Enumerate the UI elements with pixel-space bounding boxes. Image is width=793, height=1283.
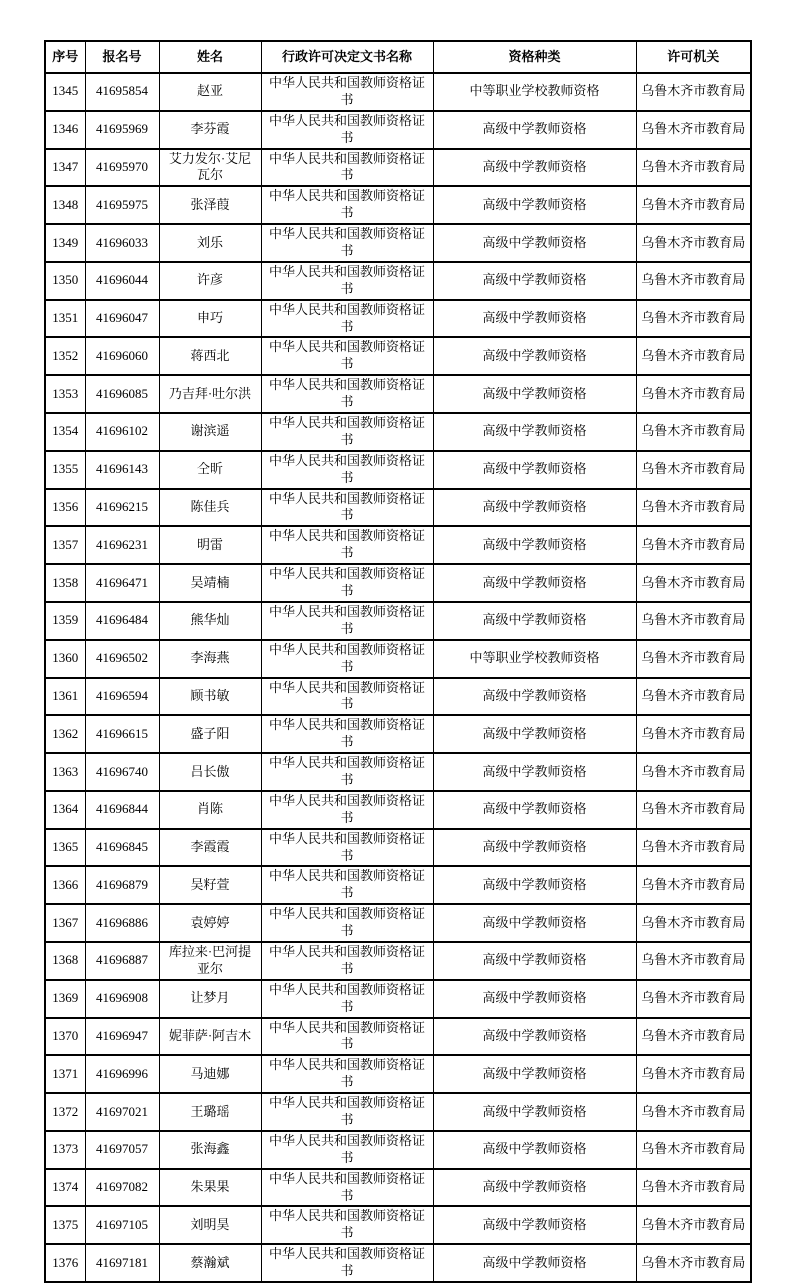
cell-index: 1371 [45, 1055, 85, 1093]
cell-index: 1356 [45, 489, 85, 527]
cell-document-name: 中华人民共和国教师资格证书 [261, 300, 433, 338]
cell-document-name: 中华人民共和国教师资格证书 [261, 375, 433, 413]
table-row [45, 829, 751, 867]
cell-index: 1376 [45, 1244, 85, 1282]
cell-index: 1375 [45, 1206, 85, 1244]
cell-qualification-type: 高级中学教师资格 [433, 829, 636, 867]
cell-registration-number: 41697082 [85, 1169, 159, 1207]
column-header: 行政许可决定文书名称 [261, 41, 433, 73]
cell-index: 1350 [45, 262, 85, 300]
table-row [45, 111, 751, 149]
cell-index: 1362 [45, 715, 85, 753]
cell-qualification-type: 高级中学教师资格 [433, 337, 636, 375]
cell-index: 1357 [45, 526, 85, 564]
table-row [45, 1093, 751, 1131]
cell-qualification-type: 高级中学教师资格 [433, 451, 636, 489]
table-row [45, 526, 751, 564]
cell-index: 1352 [45, 337, 85, 375]
cell-document-name: 中华人民共和国教师资格证书 [261, 111, 433, 149]
cell-licensing-authority: 乌鲁木齐市教育局 [636, 791, 751, 829]
table-row [45, 73, 751, 111]
cell-index: 1361 [45, 678, 85, 716]
table-row [45, 1018, 751, 1056]
cell-registration-number: 41696879 [85, 866, 159, 904]
cell-licensing-authority: 乌鲁木齐市教育局 [636, 678, 751, 716]
cell-qualification-type: 高级中学教师资格 [433, 904, 636, 942]
cell-qualification-type: 高级中学教师资格 [433, 526, 636, 564]
cell-index: 1364 [45, 791, 85, 829]
column-header: 报名号 [85, 41, 159, 73]
cell-qualification-type: 高级中学教师资格 [433, 413, 636, 451]
cell-name: 妮菲萨·阿吉木 [159, 1018, 261, 1056]
cell-qualification-type: 中等职业学校教师资格 [433, 73, 636, 111]
table-row [45, 942, 751, 980]
cell-licensing-authority: 乌鲁木齐市教育局 [636, 602, 751, 640]
cell-document-name: 中华人民共和国教师资格证书 [261, 1244, 433, 1282]
cell-qualification-type: 高级中学教师资格 [433, 300, 636, 338]
cell-document-name: 中华人民共和国教师资格证书 [261, 829, 433, 867]
cell-qualification-type: 中等职业学校教师资格 [433, 640, 636, 678]
cell-index: 1367 [45, 904, 85, 942]
cell-registration-number: 41696484 [85, 602, 159, 640]
cell-qualification-type: 高级中学教师资格 [433, 791, 636, 829]
cell-document-name: 中华人民共和国教师资格证书 [261, 337, 433, 375]
cell-licensing-authority: 乌鲁木齐市教育局 [636, 1206, 751, 1244]
cell-licensing-authority: 乌鲁木齐市教育局 [636, 866, 751, 904]
cell-qualification-type: 高级中学教师资格 [433, 942, 636, 980]
cell-name: 申巧 [159, 300, 261, 338]
cell-index: 1372 [45, 1093, 85, 1131]
table-row [45, 640, 751, 678]
cell-registration-number: 41696502 [85, 640, 159, 678]
cell-registration-number: 41696060 [85, 337, 159, 375]
cell-qualification-type: 高级中学教师资格 [433, 1055, 636, 1093]
cell-licensing-authority: 乌鲁木齐市教育局 [636, 1244, 751, 1282]
cell-index: 1353 [45, 375, 85, 413]
table-row [45, 262, 751, 300]
table-row [45, 186, 751, 224]
cell-name: 乃吉拜·吐尔洪 [159, 375, 261, 413]
cell-registration-number: 41696215 [85, 489, 159, 527]
cell-name: 张泽葭 [159, 186, 261, 224]
cell-name: 谢滨遥 [159, 413, 261, 451]
cell-document-name: 中华人民共和国教师资格证书 [261, 753, 433, 791]
cell-index: 1368 [45, 942, 85, 980]
cell-licensing-authority: 乌鲁木齐市教育局 [636, 149, 751, 187]
cell-document-name: 中华人民共和国教师资格证书 [261, 942, 433, 980]
cell-document-name: 中华人民共和国教师资格证书 [261, 640, 433, 678]
table-row [45, 678, 751, 716]
cell-document-name: 中华人民共和国教师资格证书 [261, 1206, 433, 1244]
cell-qualification-type: 高级中学教师资格 [433, 1018, 636, 1056]
cell-document-name: 中华人民共和国教师资格证书 [261, 224, 433, 262]
cell-document-name: 中华人民共和国教师资格证书 [261, 186, 433, 224]
table-row [45, 413, 751, 451]
cell-name: 王璐瑶 [159, 1093, 261, 1131]
cell-registration-number: 41696085 [85, 375, 159, 413]
cell-registration-number: 41696845 [85, 829, 159, 867]
cell-document-name: 中华人民共和国教师资格证书 [261, 1093, 433, 1131]
cell-index: 1346 [45, 111, 85, 149]
cell-index: 1358 [45, 564, 85, 602]
cell-index: 1345 [45, 73, 85, 111]
cell-name: 李芬霞 [159, 111, 261, 149]
cell-index: 1360 [45, 640, 85, 678]
cell-name: 盛子阳 [159, 715, 261, 753]
cell-document-name: 中华人民共和国教师资格证书 [261, 526, 433, 564]
cell-document-name: 中华人民共和国教师资格证书 [261, 489, 433, 527]
cell-name: 李海燕 [159, 640, 261, 678]
cell-qualification-type: 高级中学教师资格 [433, 149, 636, 187]
cell-licensing-authority: 乌鲁木齐市教育局 [636, 564, 751, 602]
cell-licensing-authority: 乌鲁木齐市教育局 [636, 1093, 751, 1131]
cell-index: 1351 [45, 300, 85, 338]
cell-name: 吕长傲 [159, 753, 261, 791]
cell-licensing-authority: 乌鲁木齐市教育局 [636, 1018, 751, 1056]
table-row [45, 300, 751, 338]
cell-licensing-authority: 乌鲁木齐市教育局 [636, 186, 751, 224]
cell-qualification-type: 高级中学教师资格 [433, 1206, 636, 1244]
table-row [45, 1131, 751, 1169]
cell-qualification-type: 高级中学教师资格 [433, 224, 636, 262]
cell-registration-number: 41696594 [85, 678, 159, 716]
cell-licensing-authority: 乌鲁木齐市教育局 [636, 224, 751, 262]
cell-qualification-type: 高级中学教师资格 [433, 753, 636, 791]
cell-registration-number: 41696033 [85, 224, 159, 262]
table-row [45, 1206, 751, 1244]
cell-registration-number: 41697181 [85, 1244, 159, 1282]
table-row [45, 1055, 751, 1093]
cell-registration-number: 41696886 [85, 904, 159, 942]
cell-qualification-type: 高级中学教师资格 [433, 1169, 636, 1207]
cell-name: 仝昕 [159, 451, 261, 489]
table-row [45, 904, 751, 942]
cell-licensing-authority: 乌鲁木齐市教育局 [636, 489, 751, 527]
table-row [45, 980, 751, 1018]
cell-document-name: 中华人民共和国教师资格证书 [261, 564, 433, 602]
cell-licensing-authority: 乌鲁木齐市教育局 [636, 980, 751, 1018]
cell-registration-number: 41696844 [85, 791, 159, 829]
cell-licensing-authority: 乌鲁木齐市教育局 [636, 904, 751, 942]
cell-licensing-authority: 乌鲁木齐市教育局 [636, 753, 751, 791]
cell-name: 许彦 [159, 262, 261, 300]
table-row [45, 564, 751, 602]
cell-index: 1359 [45, 602, 85, 640]
cell-document-name: 中华人民共和国教师资格证书 [261, 451, 433, 489]
table-row [45, 602, 751, 640]
cell-document-name: 中华人民共和国教师资格证书 [261, 149, 433, 187]
cell-licensing-authority: 乌鲁木齐市教育局 [636, 375, 751, 413]
cell-name: 马迪娜 [159, 1055, 261, 1093]
cell-name: 肖陈 [159, 791, 261, 829]
cell-registration-number: 41696740 [85, 753, 159, 791]
cell-licensing-authority: 乌鲁木齐市教育局 [636, 640, 751, 678]
cell-document-name: 中华人民共和国教师资格证书 [261, 1169, 433, 1207]
cell-qualification-type: 高级中学教师资格 [433, 1093, 636, 1131]
cell-registration-number: 41696615 [85, 715, 159, 753]
column-header: 许可机关 [636, 41, 751, 73]
cell-licensing-authority: 乌鲁木齐市教育局 [636, 111, 751, 149]
cell-qualification-type: 高级中学教师资格 [433, 866, 636, 904]
table-row [45, 451, 751, 489]
cell-document-name: 中华人民共和国教师资格证书 [261, 980, 433, 1018]
cell-name: 刘明昊 [159, 1206, 261, 1244]
cell-licensing-authority: 乌鲁木齐市教育局 [636, 829, 751, 867]
cell-name: 赵亚 [159, 73, 261, 111]
table-row [45, 224, 751, 262]
column-header: 序号 [45, 41, 85, 73]
cell-qualification-type: 高级中学教师资格 [433, 1131, 636, 1169]
cell-name: 蔡瀚斌 [159, 1244, 261, 1282]
cell-document-name: 中华人民共和国教师资格证书 [261, 1055, 433, 1093]
cell-index: 1349 [45, 224, 85, 262]
cell-registration-number: 41695854 [85, 73, 159, 111]
cell-name: 顾书敏 [159, 678, 261, 716]
table-row [45, 715, 751, 753]
cell-qualification-type: 高级中学教师资格 [433, 186, 636, 224]
cell-registration-number: 41697105 [85, 1206, 159, 1244]
cell-registration-number: 41697021 [85, 1093, 159, 1131]
cell-document-name: 中华人民共和国教师资格证书 [261, 413, 433, 451]
cell-licensing-authority: 乌鲁木齐市教育局 [636, 942, 751, 980]
cell-name: 刘乐 [159, 224, 261, 262]
cell-registration-number: 41696908 [85, 980, 159, 1018]
cell-document-name: 中华人民共和国教师资格证书 [261, 1131, 433, 1169]
table-row [45, 337, 751, 375]
cell-name: 张海鑫 [159, 1131, 261, 1169]
cell-name: 袁婷婷 [159, 904, 261, 942]
cell-document-name: 中华人民共和国教师资格证书 [261, 1018, 433, 1056]
table-row [45, 753, 751, 791]
cell-qualification-type: 高级中学教师资格 [433, 715, 636, 753]
cell-registration-number: 41696231 [85, 526, 159, 564]
cell-qualification-type: 高级中学教师资格 [433, 678, 636, 716]
cell-document-name: 中华人民共和国教师资格证书 [261, 602, 433, 640]
cell-licensing-authority: 乌鲁木齐市教育局 [636, 262, 751, 300]
cell-document-name: 中华人民共和国教师资格证书 [261, 791, 433, 829]
cell-licensing-authority: 乌鲁木齐市教育局 [636, 1131, 751, 1169]
cell-licensing-authority: 乌鲁木齐市教育局 [636, 1169, 751, 1207]
cell-registration-number: 41695969 [85, 111, 159, 149]
cell-registration-number: 41697057 [85, 1131, 159, 1169]
cell-registration-number: 41696471 [85, 564, 159, 602]
table-row [45, 489, 751, 527]
cell-registration-number: 41696143 [85, 451, 159, 489]
cell-name: 吴靖楠 [159, 564, 261, 602]
cell-index: 1374 [45, 1169, 85, 1207]
cell-licensing-authority: 乌鲁木齐市教育局 [636, 73, 751, 111]
table-header-row [45, 41, 751, 73]
table-row [45, 1169, 751, 1207]
cell-licensing-authority: 乌鲁木齐市教育局 [636, 526, 751, 564]
cell-licensing-authority: 乌鲁木齐市教育局 [636, 1055, 751, 1093]
cell-name: 艾力发尔·艾尼瓦尔 [159, 149, 261, 187]
cell-name: 吴籽萱 [159, 866, 261, 904]
cell-document-name: 中华人民共和国教师资格证书 [261, 866, 433, 904]
cell-name: 让梦月 [159, 980, 261, 1018]
cell-index: 1354 [45, 413, 85, 451]
cell-registration-number: 41696947 [85, 1018, 159, 1056]
cell-qualification-type: 高级中学教师资格 [433, 375, 636, 413]
cell-index: 1366 [45, 866, 85, 904]
cell-name: 陈佳兵 [159, 489, 261, 527]
cell-index: 1347 [45, 149, 85, 187]
cell-registration-number: 41696047 [85, 300, 159, 338]
cell-qualification-type: 高级中学教师资格 [433, 564, 636, 602]
cell-registration-number: 41696102 [85, 413, 159, 451]
cell-licensing-authority: 乌鲁木齐市教育局 [636, 715, 751, 753]
cell-qualification-type: 高级中学教师资格 [433, 1244, 636, 1282]
cell-index: 1373 [45, 1131, 85, 1169]
cell-registration-number: 41695975 [85, 186, 159, 224]
cell-name: 库拉来·巴河提亚尔 [159, 942, 261, 980]
cell-registration-number: 41696044 [85, 262, 159, 300]
cell-index: 1355 [45, 451, 85, 489]
cell-name: 朱果果 [159, 1169, 261, 1207]
column-header: 姓名 [159, 41, 261, 73]
cell-registration-number: 41696996 [85, 1055, 159, 1093]
table-row [45, 149, 751, 187]
cell-document-name: 中华人民共和国教师资格证书 [261, 678, 433, 716]
cell-document-name: 中华人民共和国教师资格证书 [261, 715, 433, 753]
cell-qualification-type: 高级中学教师资格 [433, 602, 636, 640]
cell-index: 1369 [45, 980, 85, 1018]
cell-name: 明雷 [159, 526, 261, 564]
cell-licensing-authority: 乌鲁木齐市教育局 [636, 300, 751, 338]
cell-name: 蒋西北 [159, 337, 261, 375]
cell-name: 李霞霞 [159, 829, 261, 867]
table-row [45, 1244, 751, 1282]
cell-licensing-authority: 乌鲁木齐市教育局 [636, 337, 751, 375]
cell-registration-number: 41696887 [85, 942, 159, 980]
teacher-license-table [44, 40, 752, 1283]
cell-qualification-type: 高级中学教师资格 [433, 980, 636, 1018]
table-row [45, 375, 751, 413]
cell-name: 熊华灿 [159, 602, 261, 640]
cell-registration-number: 41695970 [85, 149, 159, 187]
cell-document-name: 中华人民共和国教师资格证书 [261, 73, 433, 111]
cell-index: 1370 [45, 1018, 85, 1056]
cell-index: 1363 [45, 753, 85, 791]
cell-licensing-authority: 乌鲁木齐市教育局 [636, 451, 751, 489]
cell-document-name: 中华人民共和国教师资格证书 [261, 904, 433, 942]
cell-index: 1348 [45, 186, 85, 224]
cell-document-name: 中华人民共和国教师资格证书 [261, 262, 433, 300]
table-row [45, 791, 751, 829]
cell-qualification-type: 高级中学教师资格 [433, 262, 636, 300]
table-row [45, 866, 751, 904]
cell-qualification-type: 高级中学教师资格 [433, 489, 636, 527]
cell-qualification-type: 高级中学教师资格 [433, 111, 636, 149]
cell-index: 1365 [45, 829, 85, 867]
column-header: 资格种类 [433, 41, 636, 73]
cell-licensing-authority: 乌鲁木齐市教育局 [636, 413, 751, 451]
